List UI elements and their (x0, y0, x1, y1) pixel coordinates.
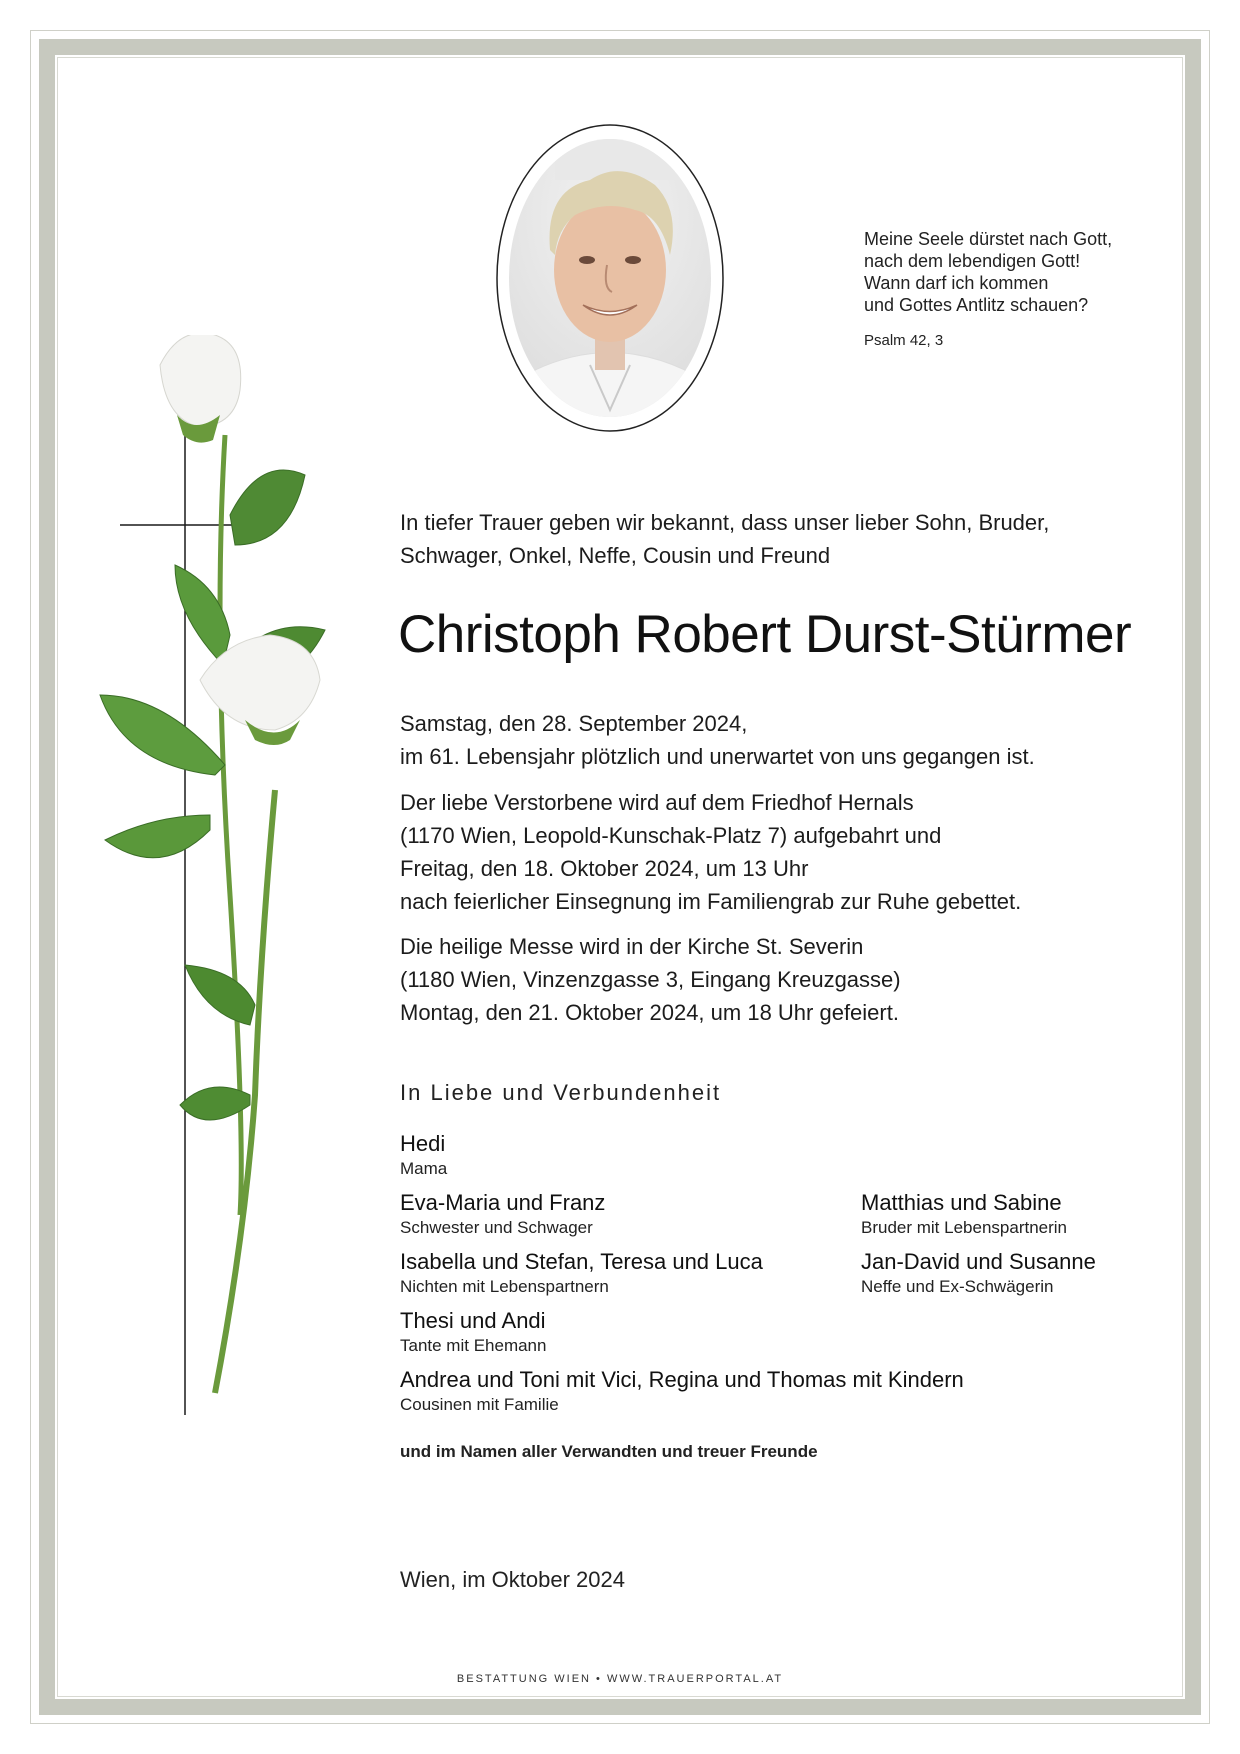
psalm-line: Meine Seele dürstet nach Gott, (864, 229, 1113, 249)
mourner-entry (400, 1307, 546, 1357)
psalm-line: und Gottes Antlitz schauen? (864, 295, 1089, 315)
mourner-relation: Nichten mit Lebenspartnern (400, 1277, 609, 1296)
mourner-relation: Schwester und Schwager (400, 1218, 593, 1237)
mass-line: Die heilige Messe wird in der Kirche St. Severin (400, 934, 864, 959)
portrait-photo (495, 120, 725, 437)
mourner-relation: Tante mit Ehemann (400, 1336, 547, 1355)
psalm-quote (864, 228, 1112, 352)
death-notice (400, 707, 1160, 773)
footer-credit: BESTATTUNG WIEN • WWW.TRAUERPORTAL.AT (456, 1673, 784, 1685)
burial-line: Der liebe Verstorbene wird auf dem Friedhof Hernals (400, 790, 914, 815)
mourner-name: Thesi und Andi (400, 1308, 546, 1333)
mass-line: (1180 Wien, Vinzenzgasse 3, Eingang Kreuzgasse) (400, 967, 901, 992)
death-line: im 61. Lebensjahr plötzlich und unerwartet von uns gegangen ist. (400, 744, 1035, 769)
deceased-name: Christoph Robert Durst-Stürmer (398, 605, 1132, 664)
mourner-name: Andrea und Toni mit Vici, Regina und Thomas mit Kindern (400, 1367, 964, 1392)
announcement-line: In tiefer Trauer geben wir bekannt, dass unser lieber Sohn, Bruder, (400, 510, 1050, 535)
mourner-relation: Mama (400, 1159, 448, 1178)
mourner-name: Jan-David und Susanne (861, 1249, 1096, 1274)
psalm-reference: Psalm 42, 3 (864, 332, 944, 349)
love-heading: In Liebe und Verbundenheit (400, 1080, 722, 1105)
psalm-line: Wann darf ich kommen (864, 273, 1049, 293)
mourner-relation: Neffe und Ex-Schwägerin (861, 1277, 1054, 1296)
mourner-name: Eva-Maria und Franz (400, 1190, 606, 1215)
mourner-name: Isabella und Stefan, Teresa und Luca (400, 1249, 763, 1274)
mourner-entry (400, 1248, 763, 1298)
closing-line: und im Namen aller Verwandten und treuer Freunde (400, 1442, 818, 1461)
death-line: Samstag, den 28. September 2024, (400, 711, 748, 736)
mourner-entry (400, 1130, 447, 1180)
mourner-entry (400, 1189, 605, 1239)
mourner-relation: Cousinen mit Familie (400, 1395, 559, 1414)
announcement-line: Schwager, Onkel, Neffe, Cousin und Freund (400, 543, 831, 568)
mourner-entry (861, 1189, 1067, 1239)
mourner-entry (861, 1248, 1096, 1298)
burial-notice (400, 786, 1160, 918)
white-rose-cross-image (85, 335, 365, 1415)
mass-line: Montag, den 21. Oktober 2024, um 18 Uhr gefeiert. (400, 1000, 899, 1025)
burial-line: Freitag, den 18. Oktober 2024, um 13 Uhr (400, 856, 809, 881)
mass-notice (400, 930, 1160, 1029)
place-date: Wien, im Oktober 2024 (400, 1567, 625, 1592)
mourner-name: Hedi (400, 1131, 446, 1156)
burial-line: nach feierlicher Einsegnung im Familiengrab zur Ruhe gebettet. (400, 889, 1022, 914)
mourner-name: Matthias und Sabine (861, 1190, 1062, 1215)
announcement-text (400, 506, 1160, 572)
psalm-line: nach dem lebendigen Gott! (864, 251, 1081, 271)
mourner-entry (400, 1366, 964, 1416)
burial-line: (1170 Wien, Leopold-Kunschak-Platz 7) aufgebahrt und (400, 823, 942, 848)
mourner-relation: Bruder mit Lebenspartnerin (861, 1218, 1068, 1237)
